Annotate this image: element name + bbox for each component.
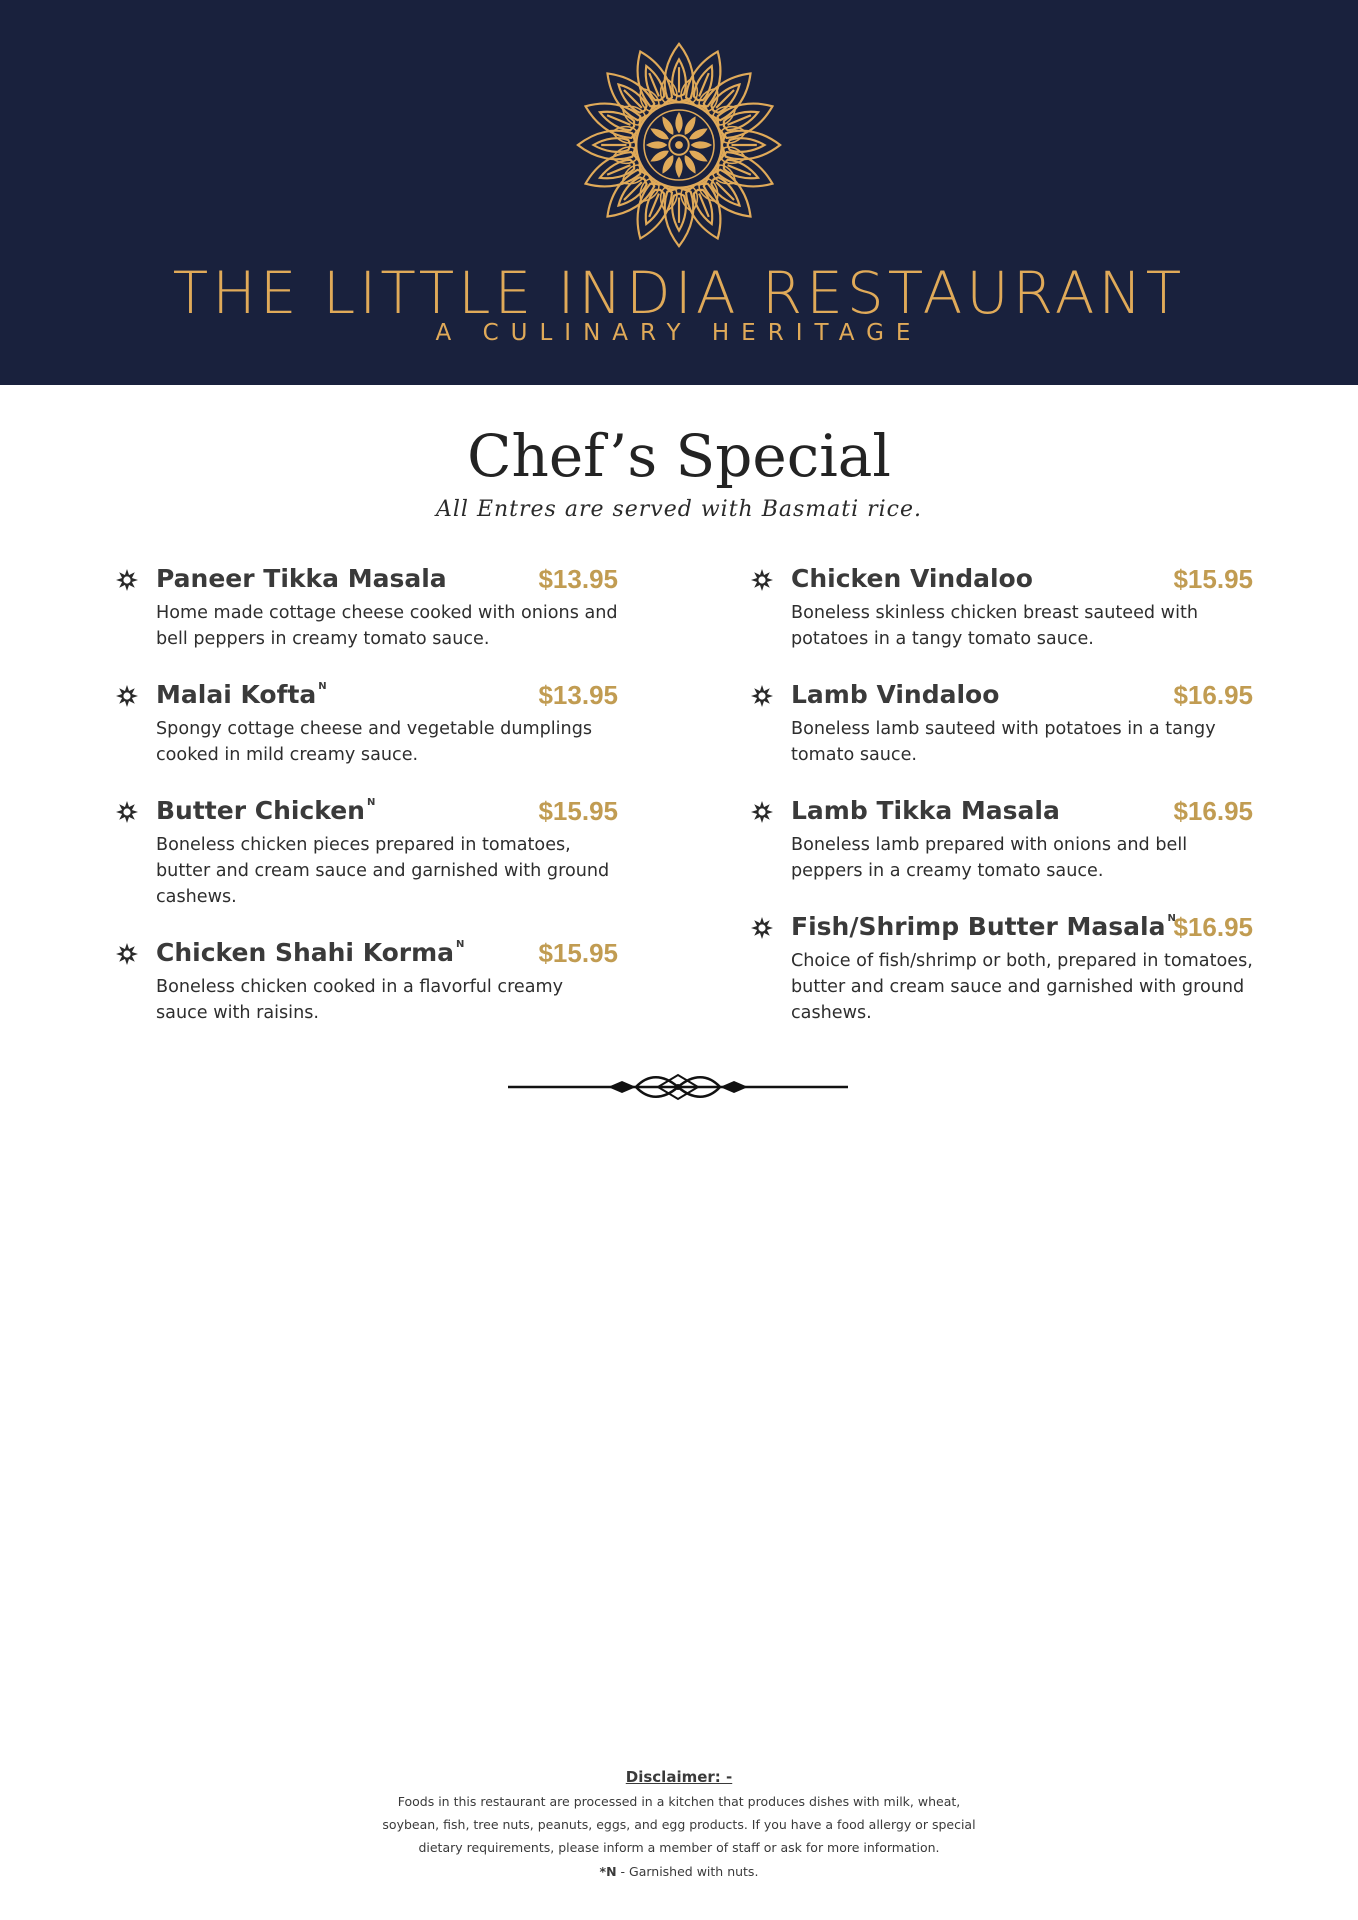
menu-item — [118, 794, 618, 910]
nuts-marker: N — [456, 939, 465, 950]
menu-item-description: Boneless skinless chicken breast sauteed with potatoes in a tangy tomato sauce. — [791, 603, 1199, 649]
nuts-marker: N — [366, 797, 376, 808]
menu-item — [118, 936, 618, 1026]
menu-item — [118, 678, 618, 768]
menu-item-price: $15.95 — [538, 796, 618, 826]
restaurant-name: THE LITTLE INDIA RESTAURANT — [172, 259, 1186, 327]
menu-item-header — [753, 562, 1253, 598]
menu-item-name — [791, 562, 1033, 596]
flower-bullet-icon — [749, 683, 775, 709]
page-subtitle: All Entres are served with Basmati rice. — [435, 497, 922, 522]
menu-column-right — [753, 562, 1253, 1052]
menu-item-name — [156, 936, 464, 976]
menu-item-description: Home made cottage cheese cooked with onions and bell peppers in creamy tomato sauce. — [156, 603, 618, 649]
menu-item-name-text: Fish/Shrimp Butter Masala — [791, 912, 1166, 941]
menu-item — [753, 678, 1253, 768]
menu-item-price: $16.95 — [1173, 912, 1253, 942]
menu-item-header — [753, 678, 1253, 714]
menu-item-description: Boneless chicken cooked in a flavorful creamy sauce with raisins. — [156, 977, 564, 1023]
menu-item-header — [753, 794, 1253, 830]
menu-item-header — [118, 794, 618, 830]
flower-bullet-icon — [749, 567, 775, 593]
menu-item-description: Boneless chicken pieces prepared in tomatoes, butter and cream sauce and garnished with ground cashews. — [156, 835, 610, 907]
mandala-icon — [572, 38, 786, 252]
menu-item-name-text: Chicken Vindaloo — [791, 564, 1033, 593]
menu-item-header — [118, 936, 618, 972]
menu-item-name-text: Paneer Tikka Masala — [156, 564, 447, 593]
menu-item-price: $13.95 — [538, 680, 618, 710]
note-key: *N — [599, 1864, 617, 1879]
menu-item — [753, 910, 1253, 1026]
ornamental-divider-icon — [508, 1070, 848, 1104]
menu-item-header — [753, 910, 1253, 946]
menu-item-price: $16.95 — [1173, 680, 1253, 710]
flower-bullet-icon — [114, 567, 140, 593]
restaurant-tagline: A CULINARY HERITAGE — [435, 320, 923, 346]
menu-item-name-text: Lamb Tikka Masala — [791, 796, 1060, 825]
menu-item-header — [118, 562, 618, 598]
menu-item-price: $15.95 — [1173, 564, 1253, 594]
menu-item — [118, 562, 618, 652]
menu-item-name — [156, 794, 375, 834]
flower-bullet-icon — [114, 683, 140, 709]
menu-item-description: Spongy cottage cheese and vegetable dumplings cooked in mild creamy sauce. — [156, 719, 593, 765]
menu-item — [753, 562, 1253, 652]
disclaimer-text: Foods in this restaurant are processed in a kitchen that produces dishes with milk, wheat, soybean, fish, tree nuts, peanuts, eggs, and egg products. If you have a food allergy or special dietary requirements, please inform a member of staff or ask for more information. — [382, 1794, 976, 1855]
menu-item-header — [118, 678, 618, 714]
menu-item-name-text: Butter Chicken — [156, 796, 365, 825]
menu-item-description: Boneless lamb sauteed with potatoes in a tangy tomato sauce. — [791, 719, 1216, 765]
flower-bullet-icon — [114, 799, 140, 825]
menu-item — [753, 794, 1253, 884]
disclaimer-section — [0, 1764, 1358, 1885]
flower-bullet-icon — [749, 799, 775, 825]
menu-item-name-text: Malai Kofta — [156, 680, 317, 709]
menu-item-name-text: Chicken Shahi Korma — [156, 938, 455, 967]
menu-item-description: Boneless lamb prepared with onions and bell peppers in a creamy tomato sauce. — [791, 835, 1188, 881]
flower-bullet-icon — [114, 941, 140, 967]
menu-item-price: $15.95 — [538, 938, 618, 968]
menu-column-left — [118, 562, 618, 1052]
menu-item-price: $13.95 — [538, 564, 618, 594]
menu-item-description: Choice of fish/shrimp or both, prepared in tomatoes, butter and cream sauce and garnished with ground cashews. — [791, 951, 1253, 1023]
header-banner — [0, 0, 1358, 385]
menu-item-name — [156, 678, 327, 718]
menu-item-name-text: Lamb Vindaloo — [791, 680, 1000, 709]
nuts-marker: N — [1167, 913, 1176, 924]
note-text: - Garnished with nuts. — [616, 1864, 759, 1879]
menu-item-name — [791, 794, 1060, 828]
page-title: Chef’s Special — [467, 422, 891, 490]
menu-item-price: $16.95 — [1173, 796, 1253, 826]
menu-item-name — [156, 562, 447, 596]
menu-item-name — [791, 910, 1176, 950]
flower-bullet-icon — [749, 915, 775, 941]
disclaimer-title: Disclaimer: - — [625, 1768, 733, 1786]
menu-item-name — [791, 678, 999, 712]
nuts-marker: N — [318, 681, 327, 692]
disclaimer-note — [0, 1859, 1358, 1885]
